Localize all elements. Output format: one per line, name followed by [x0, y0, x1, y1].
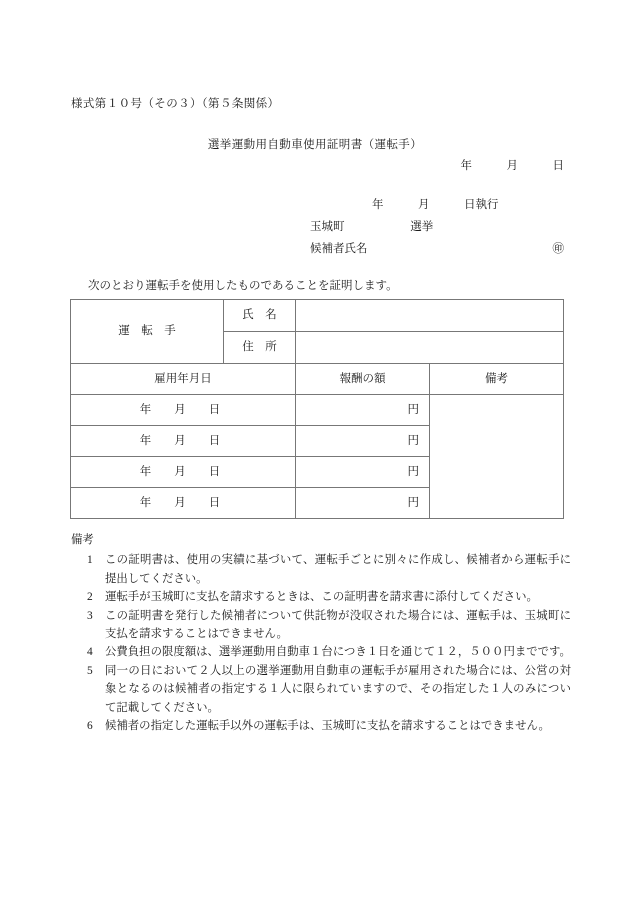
hire-date-cell[interactable] [71, 457, 296, 488]
reward-amount-cell[interactable] [296, 488, 430, 519]
election-label: 選挙 [410, 221, 434, 233]
hire-date-value: 年 月 日 [139, 434, 221, 447]
note-text: 運転手が玉城町に支払を請求するときは、この証明書を請求書に添付してください。 [105, 591, 538, 604]
list-item [71, 588, 571, 606]
seal-icon: ㊞ [552, 243, 564, 255]
table-row [71, 300, 564, 332]
address-label: 住 所 [224, 332, 296, 364]
hire-date-value: 年 月 日 [139, 496, 221, 509]
town-name: 玉城町 [310, 221, 345, 233]
note-number: 4 [87, 646, 93, 659]
table-row [71, 395, 564, 426]
note-number: 1 [87, 554, 93, 567]
issue-date-line: 年 月 日 [460, 160, 564, 172]
notes-heading: 備考 [71, 534, 94, 546]
certification-statement: 次のとおり運転手を使用したものであることを証明します。 [88, 280, 398, 292]
form-number: 様式第１０号（その３）（第５条関係） [71, 98, 280, 110]
reward-amount-value: 円 [407, 434, 419, 447]
address-input[interactable] [296, 332, 564, 364]
name-label: 氏 名 [224, 300, 296, 332]
name-input[interactable] [296, 300, 564, 332]
note-text: この証明書を発行した候補者について供託物が没収された場合には、運転手は、玉城町に支払を請求することはできません。 [105, 609, 571, 640]
reward-amount-cell[interactable] [296, 457, 430, 488]
note-text: 同一の日において２人以上の選挙運動用自動車の運転手が雇用された場合には、公営の対象となるのは候補者の指定する１人に限られていますので、その指定した１人のみについて記載してください。 [105, 664, 571, 714]
signature-block [310, 196, 564, 262]
page-title: 選挙運動用自動車使用証明書（運転手） [207, 139, 423, 151]
note-number: 6 [87, 720, 93, 733]
column-header-remarks: 備考 [430, 364, 564, 395]
hire-date-cell[interactable] [71, 426, 296, 457]
note-number: 3 [87, 609, 93, 622]
column-header-hire-date: 雇用年月日 [71, 364, 296, 395]
reward-amount-value: 円 [407, 403, 419, 416]
election-execution-date: 年 月 日執行 [372, 199, 499, 211]
driver-section-label: 運 転 手 [71, 300, 224, 364]
hire-date-value: 年 月 日 [139, 403, 221, 416]
remarks-cell[interactable] [430, 395, 564, 519]
list-item [71, 643, 571, 661]
column-header-reward-amount: 報酬の額 [296, 364, 430, 395]
list-item [71, 607, 571, 644]
note-number: 2 [87, 591, 93, 604]
reward-amount-value: 円 [407, 465, 419, 478]
hire-date-cell[interactable] [71, 488, 296, 519]
table-header-row [71, 364, 564, 395]
notes-section [71, 532, 571, 736]
list-item [71, 662, 571, 717]
list-item [71, 551, 571, 588]
note-text: 候補者の指定した運転手以外の運転手は、玉城町に支払を請求することはできません。 [105, 720, 550, 733]
reward-amount-value: 円 [407, 496, 419, 509]
hire-date-cell[interactable] [71, 395, 296, 426]
note-number: 5 [87, 664, 93, 677]
reward-amount-cell[interactable] [296, 395, 430, 426]
note-text: 公費負担の限度額は、選挙運動用自動車１台につき１日を通じて１２，５００円までです。 [105, 646, 571, 659]
candidate-name-label: 候補者氏名 [310, 243, 368, 255]
hire-date-value: 年 月 日 [139, 465, 221, 478]
reward-amount-cell[interactable] [296, 426, 430, 457]
list-item [71, 717, 571, 735]
note-text: この証明書は、使用の実績に基づいて、運転手ごとに別々に作成し、候補者から運転手に提出してください。 [105, 554, 571, 585]
driver-usage-table [70, 299, 564, 519]
